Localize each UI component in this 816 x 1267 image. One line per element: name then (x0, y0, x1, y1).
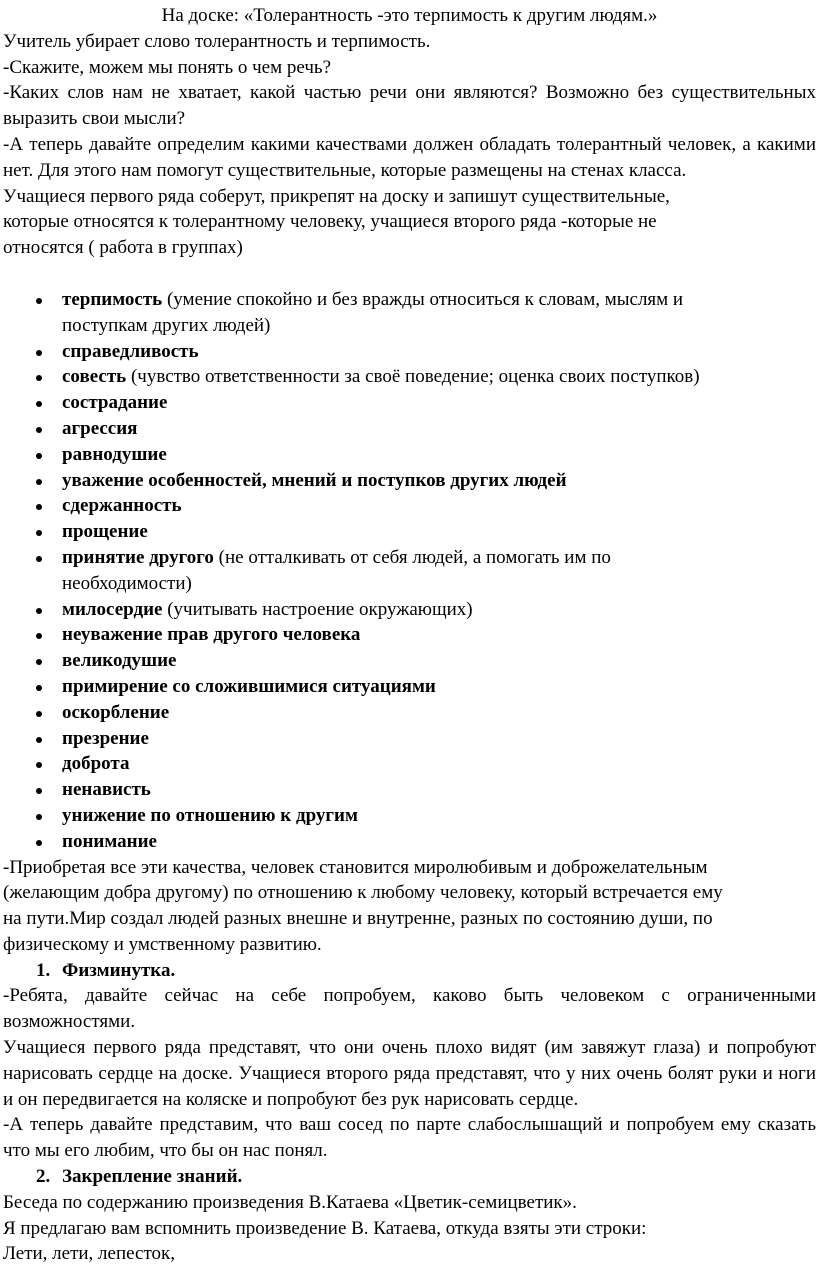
quality-word: терпимость (62, 288, 163, 310)
section2-line-1: Беседа по содержанию произведения В.Катаева «Цветик-семицветик». (3, 1191, 577, 1213)
list-item (3, 287, 816, 339)
spacer (3, 261, 816, 287)
quality-word: ненависть (62, 779, 151, 801)
quality-word: оскорбление (62, 701, 170, 723)
bullet-icon (36, 453, 42, 459)
conclusion-line-1: -Приобретая все эти качества, человек становится миролюбивым и доброжелательным (3, 856, 708, 878)
quality-note: (не отталкивать от себя людей, а помогать им по (213, 546, 611, 568)
quality-word: унижение по отношению к другим (62, 804, 358, 826)
quality-word: доброта (62, 753, 130, 775)
quality-note-continued: поступкам других людей) (62, 314, 271, 336)
bullet-icon (36, 840, 42, 846)
quality-word: равнодушие (62, 443, 167, 465)
quality-word: сдержанность (62, 495, 182, 517)
intro-line-4: -А теперь давайте определим какими качествами должен обладать толерантный человек, а какими нет. Для этого нам помогут существительные, которые размещены на стенах класса. (3, 133, 816, 181)
quality-note: (учитывать настроение окружающих) (162, 598, 473, 620)
bullet-icon (36, 298, 42, 304)
section-number: 2. (36, 1166, 51, 1188)
bullet-icon (36, 659, 42, 665)
conclusion-line-4: физическому и умственному развитию. (3, 933, 322, 955)
section-title: Закрепление знаний. (62, 1166, 243, 1188)
list-item (3, 803, 816, 829)
list-item (3, 390, 816, 416)
intro-line-5b: которые относятся к толерантному человеку, учащиеся второго ряда -которые не (3, 211, 657, 233)
bullet-icon (36, 737, 42, 743)
section1-paragraph-3: -А теперь давайте представим, что ваш сосед по парте слабослышащий и попробуем ему сказать что мы его любим, что бы он нас понял. (3, 1114, 816, 1162)
section1-paragraph-1: -Ребята, давайте сейчас на себе попробуем, каково быть человеком с ограниченными возможностями. (3, 985, 816, 1033)
quality-word: совесть (62, 366, 127, 388)
conclusion-line-3: на пути.Мир создал людей разных внешне и внутренне, разных по состоянию души, по (3, 908, 713, 930)
bullet-icon (36, 814, 42, 820)
list-item (3, 648, 816, 674)
quality-note: (чувство ответственности за своё поведение; оценка своих поступков) (126, 366, 700, 388)
list-item (3, 416, 816, 442)
bullet-icon (36, 479, 42, 485)
conclusion-line-2: (желающим добра другому) по отношению к любому человеку, который встречается ему (3, 882, 723, 904)
list-item (3, 519, 816, 545)
list-item (3, 700, 816, 726)
section-number: 1. (36, 959, 51, 981)
bullet-icon (36, 556, 42, 562)
qualities-list (3, 287, 816, 855)
list-item (3, 493, 816, 519)
bullet-icon (36, 762, 42, 768)
list-item (3, 364, 816, 390)
quality-word: агрессия (62, 417, 138, 439)
bullet-icon (36, 427, 42, 433)
bullet-icon (36, 375, 42, 381)
section2-line-3: Лети, лети, лепесток, (3, 1243, 176, 1265)
section2-line-2: Я предлагаю вам вспомнить произведение В. Катаева, откуда взяты эти строки: (3, 1217, 647, 1239)
quality-word: великодушие (62, 650, 177, 672)
quality-note: (умение спокойно и без вражды относиться к словам, мыслям и (162, 288, 684, 310)
intro-line-1: Учитель убирает слово толерантность и терпимость. (3, 30, 431, 52)
section-heading (3, 958, 816, 984)
quality-word: презрение (62, 727, 149, 749)
list-item (3, 442, 816, 468)
quality-word: прощение (62, 521, 148, 543)
quality-word: милосердие (62, 598, 163, 620)
quality-word: сострадание (62, 392, 168, 414)
section-heading-2 (3, 1164, 816, 1190)
intro-line-3: -Каких слов нам не хватает, какой частью речи они являются? Возможно без существительных выразить свои мысли? (3, 82, 816, 130)
bullet-icon (36, 633, 42, 639)
bullet-icon (36, 350, 42, 356)
quality-word: справедливость (62, 340, 199, 362)
list-item (3, 597, 816, 623)
bullet-icon (36, 401, 42, 407)
bullet-icon (36, 530, 42, 536)
list-item (3, 674, 816, 700)
list-item (3, 339, 816, 365)
list-item (3, 726, 816, 752)
list-item (3, 751, 816, 777)
quality-note-continued: необходимости) (62, 572, 192, 594)
quality-word: принятие другого (62, 546, 214, 568)
list-item (3, 545, 816, 597)
bullet-icon (36, 685, 42, 691)
board-line: На доске: «Толерантность -это терпимость к другим людям.» (161, 5, 658, 26)
list-item (3, 777, 816, 803)
quality-word: уважение особенностей, мнений и поступков других людей (62, 469, 567, 491)
bullet-icon (36, 504, 42, 510)
list-item (3, 468, 816, 494)
quality-word: понимание (62, 830, 157, 852)
list-item (3, 622, 816, 648)
section-heading (3, 1164, 816, 1190)
quality-word: примирение со сложившимися ситуациями (62, 675, 436, 697)
bullet-icon (36, 608, 42, 614)
intro-line-5c: относятся ( работа в группах) (3, 237, 243, 259)
intro-line-2: -Скажите, можем мы понять о чем речь? (3, 56, 332, 78)
list-item (3, 829, 816, 855)
section1-paragraph-2: Учащиеся первого ряда представят, что они очень плохо видят (им завяжут глаза) и попробуют нарисовать сердце на доске. Учащиеся второго ряда представят, что у них очень болят руки и ноги и он передвигается на коляске и попробуют без рук нарисовать сердце. (3, 1037, 816, 1110)
section-title: Физминутка. (62, 959, 176, 981)
intro-line-5a: Учащиеся первого ряда соберут, прикрепят на доску и запишут существительные, (3, 185, 670, 207)
bullet-icon (36, 788, 42, 794)
section-heading-1 (3, 958, 816, 984)
bullet-icon (36, 711, 42, 717)
quality-word: неуважение прав другого человека (62, 624, 361, 646)
